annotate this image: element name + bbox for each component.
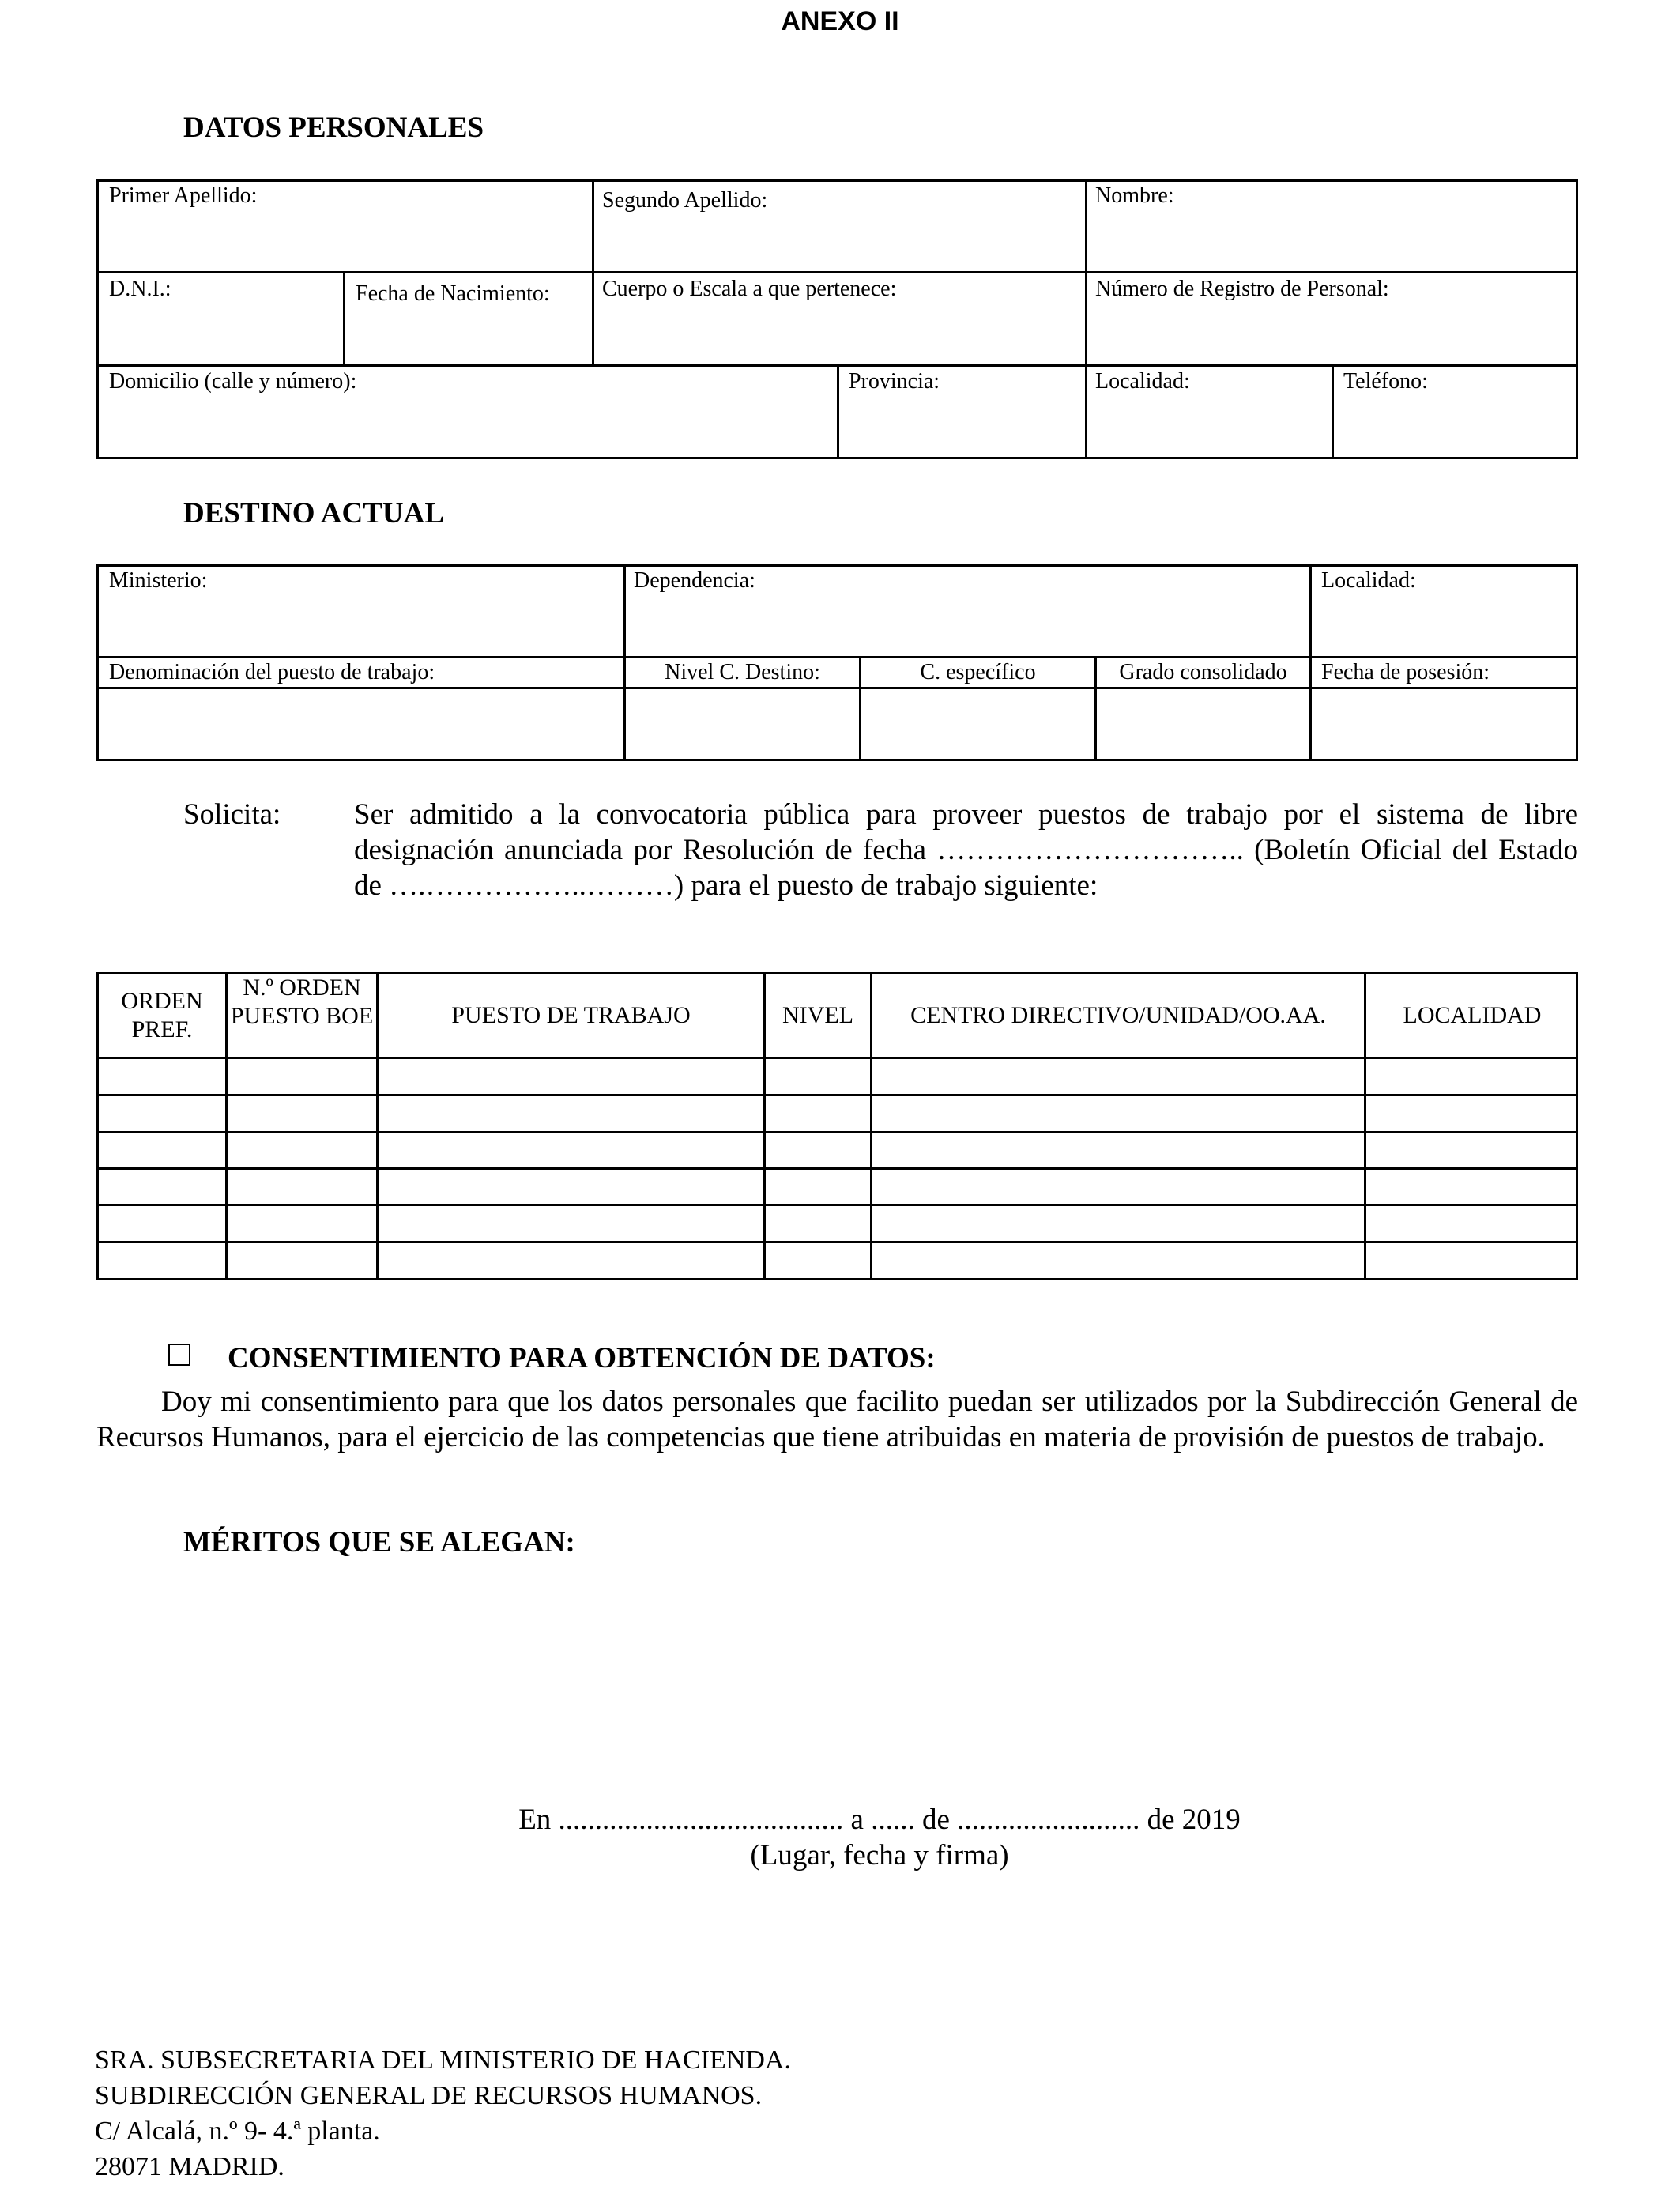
signature-line: En ....................................... a ...... de ......................... de 2019 — [518, 1804, 1241, 1836]
domicilio-field[interactable]: Domicilio (calle y número): — [109, 369, 357, 394]
header-centro-directivo: CENTRO DIRECTIVO/UNIDAD/OO.AA. — [910, 1002, 1326, 1028]
cuerpo-escala-field[interactable]: Cuerpo o Escala a que pertenece: — [602, 277, 897, 301]
solicita-text: Ser admitido a la convocatoria pública para proveer puestos de trabajo por el sistema de libre designación anunciada por Resolución de fecha ………………………….. (Boletín Oficial del Estado de ….……………..………) para el puesto de trabajo siguiente: — [354, 798, 1578, 902]
segundo-apellido-field[interactable]: Segundo Apellido: — [602, 188, 768, 213]
nivel-destino-label: Nivel C. Destino: — [665, 660, 820, 684]
ministerio-field[interactable]: Ministerio: — [109, 568, 208, 593]
consent-heading: CONSENTIMIENTO PARA OBTENCIÓN DE DATOS: — [228, 1342, 936, 1374]
localidad-destino-field[interactable]: Localidad: — [1321, 568, 1416, 593]
provincia-field[interactable]: Provincia: — [849, 369, 940, 394]
header-orden-pref: ORDEN PREF. — [121, 988, 203, 1042]
consent-checkbox[interactable] — [168, 1344, 190, 1366]
address-line-3: C/ Alcalá, n.º 9- 4.ª planta. — [95, 2117, 380, 2146]
header-localidad: LOCALIDAD — [1403, 1002, 1542, 1028]
denominacion-puesto-label: Denominación del puesto de trabajo: — [109, 660, 435, 684]
header-orden-puesto-boe: N.º ORDEN PUESTO BOE — [230, 974, 374, 1029]
primer-apellido-field[interactable]: Primer Apellido: — [109, 183, 258, 208]
localidad-field[interactable]: Localidad: — [1095, 369, 1190, 394]
fecha-nacimiento-field[interactable]: Fecha de Nacimiento: — [356, 281, 550, 306]
address-line-2: SUBDIRECCIÓN GENERAL DE RECURSOS HUMANOS. — [95, 2081, 763, 2110]
dni-field[interactable]: D.N.I.: — [109, 277, 171, 301]
meritos-heading: MÉRITOS QUE SE ALEGAN: — [183, 1526, 575, 1559]
solicita-label: Solicita: — [183, 798, 281, 831]
document-title: ANEXO II — [781, 6, 899, 36]
grado-consolidado-label: Grado consolidado — [1119, 660, 1287, 684]
nombre-field[interactable]: Nombre: — [1095, 183, 1174, 208]
telefono-field[interactable]: Teléfono: — [1343, 369, 1428, 394]
signature-caption: (Lugar, fecha y firma) — [750, 1839, 1009, 1872]
dependencia-field[interactable]: Dependencia: — [634, 568, 755, 593]
address-line-1: SRA. SUBSECRETARIA DEL MINISTERIO DE HACIENDA. — [95, 2045, 791, 2075]
fecha-posesion-label: Fecha de posesión: — [1321, 660, 1490, 684]
personal-data-heading: DATOS PERSONALES — [183, 111, 484, 144]
header-nivel: NIVEL — [782, 1002, 853, 1028]
consent-text: Doy mi consentimiento para que los datos personales que facilito puedan ser utilizados por la Subdirección General de Recursos Humanos, para el ejercicio de las competencias que tiene atribuidas en materia de provisión de puestos de trabajo. — [96, 1385, 1578, 1453]
destino-actual-heading: DESTINO ACTUAL — [183, 497, 445, 530]
registro-personal-field[interactable]: Número de Registro de Personal: — [1095, 277, 1389, 301]
address-line-4: 28071 MADRID. — [95, 2152, 284, 2181]
header-puesto-trabajo: PUESTO DE TRABAJO — [451, 1002, 691, 1028]
complemento-especifico-label: C. específico — [920, 660, 1036, 684]
